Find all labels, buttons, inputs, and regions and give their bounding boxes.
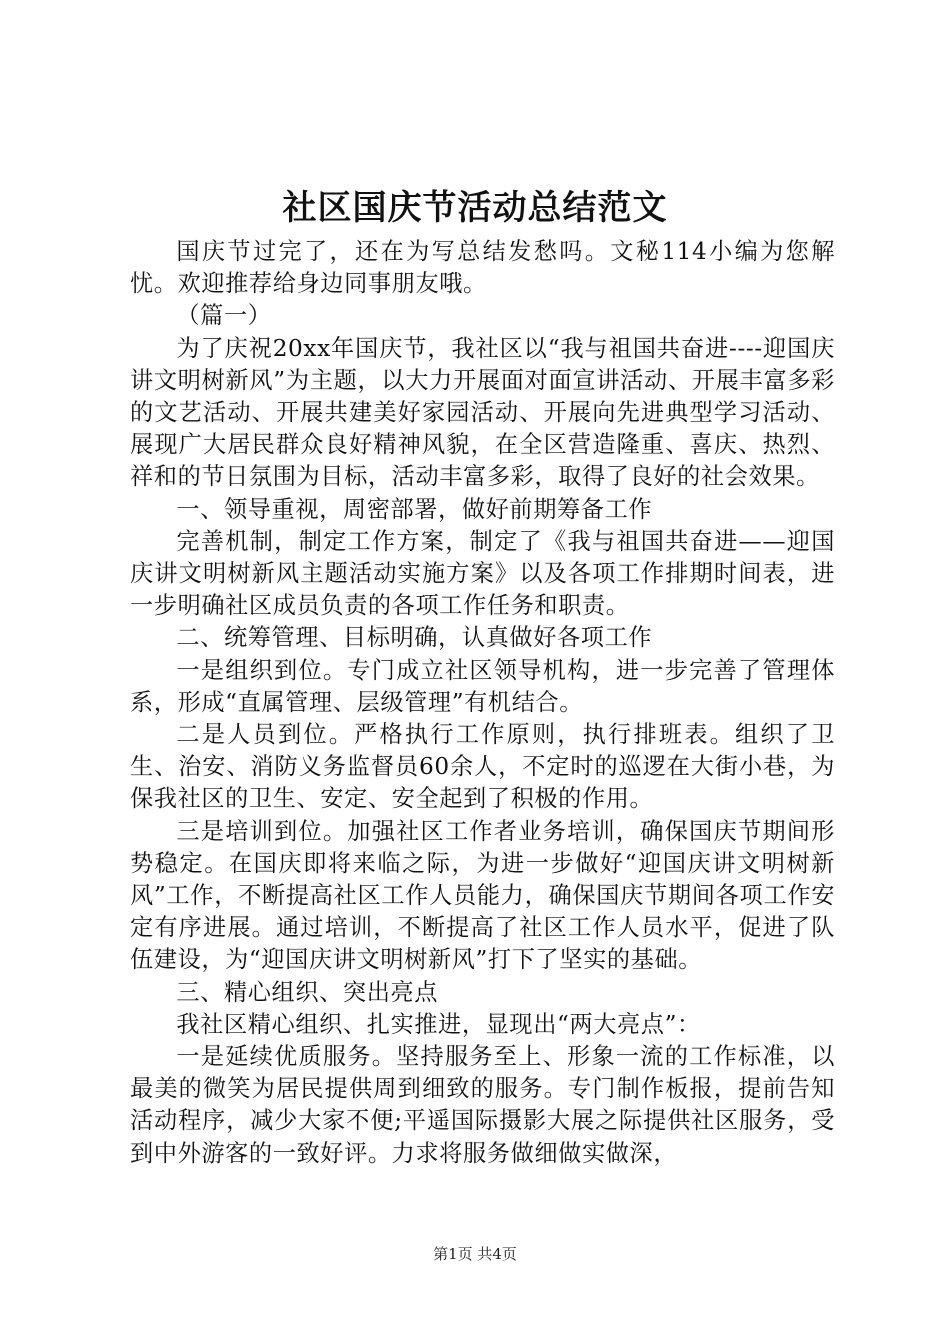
section-heading-1: 一、领导重视，周密部署，做好前期筹备工作 xyxy=(176,495,653,523)
paragraph-service: 一是延续优质服务。坚持服务至上、形象一流的工作标准，以最美的微笑为居民提供周到细致的服务。专门制作板报，提前告知活动程序，减少大家不便;平遥国际摄影大展之际提供社区服务，受到中外游客的一致好评。力求将服务做细做实做深， xyxy=(130,1043,835,1167)
section-heading-3: 三、精心组织、突出亮点 xyxy=(176,978,439,1006)
paragraph-part-label: （篇一） xyxy=(176,302,272,330)
document-title: 社区国庆节活动总结范文 xyxy=(282,188,668,228)
paragraph-personnel: 二是人员到位。严格执行工作原则，执行排班表。组织了卫生、治安、消防义务监督员60余人，不定时的巡逻在大街小巷，为保我社区的卫生、安定、安全起到了积极的作用。 xyxy=(130,721,835,813)
page-footer: 第1页 共4页 xyxy=(433,1245,517,1263)
paragraph-organization: 一是组织到位。专门成立社区领导机构，进一步完善了管理体系，形成“直属管理、层级管理”有机结合。 xyxy=(130,656,835,716)
paragraph-intro: 国庆节过完了，还在为写总结发愁吗。文秘114小编为您解忧。欢迎推荐给身边同事朋友哦。 xyxy=(130,238,835,298)
section-heading-2: 二、统筹管理、目标明确，认真做好各项工作 xyxy=(176,624,653,652)
paragraph-mechanism: 完善机制，制定工作方案，制定了《我与祖国共奋进——迎国庆讲文明树新风主题活动实施方案》以及各项工作排期时间表，进一步明确社区成员负责的各项工作任务和职责。 xyxy=(130,527,835,620)
paragraph-highlights: 我社区精心组织、扎实推进，显现出“两大亮点”： xyxy=(176,1010,701,1038)
paragraph-training: 三是培训到位。加强社区工作者业务培训，确保国庆节期间形势稳定。在国庆即将来临之际，为进一步做好“迎国庆讲文明树新风”工作，不断提高社区工作人员能力，确保国庆节期间各项工作安定有序进展。通过培训，不断提高了社区工作人员水平，促进了队伍建设，为“迎国庆讲文明树新风”打下了坚实的基础。 xyxy=(130,817,835,974)
paragraph-overview: 为了庆祝20xx年国庆节，我社区以“我与祖国共奋进----迎国庆讲文明树新风”为主题，以大力开展面对面宣讲活动、开展丰富多彩的文艺活动、开展共建美好家园活动、开展向先进典型学习活动、展现广大居民群众良好精神风貌，在全区营造隆重、喜庆、热烈、祥和的节日氛围为目标，活动丰富多彩，取得了良好的社会效果。 xyxy=(130,334,835,491)
document-body xyxy=(130,236,835,1170)
